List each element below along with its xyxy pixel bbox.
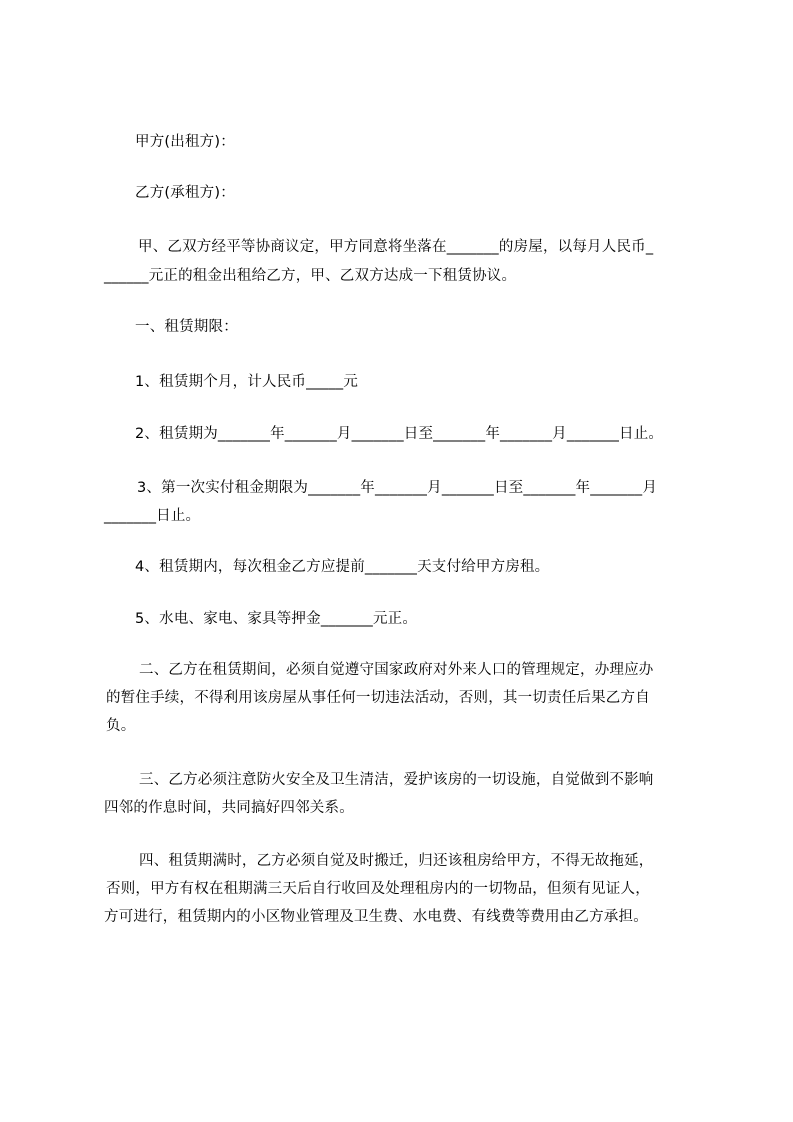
section-3-line-1: 三、乙方必须注意防火安全及卫生清洁，爱护该房的一切设施，自觉做到不影响 bbox=[139, 772, 654, 788]
party-a-label: 甲方(出租方)： bbox=[135, 134, 235, 150]
intro-paragraph-line-2: ______元正的租金出租给乙方，甲、乙双方达成一下租赁协议。 bbox=[104, 268, 517, 284]
clause-1-2: 2、租赁期为_______年_______月_______日至_______年_______月_______日止。 bbox=[135, 426, 664, 442]
clause-1-3-line-1: 3、第一次实付租金期限为_______年_______月_______日至_______年_______月 bbox=[137, 480, 658, 496]
clause-1-1: 1、租赁期个月，计人民币_____元 bbox=[135, 374, 359, 390]
clause-1-3-line-2: _______日止。 bbox=[104, 508, 201, 524]
party-b-label: 乙方(承租方)： bbox=[135, 185, 235, 201]
intro-paragraph-line-1: 甲、乙双方经平等协商议定，甲方同意将坐落在_______的房屋，以每月人民币_ bbox=[138, 239, 654, 255]
section-2-line-1: 二、乙方在租赁期间，必须自觉遵守国家政府对外来人口的管理规定，办理应办 bbox=[139, 662, 654, 678]
section-3-line-2: 四邻的作息时间，共同搞好四邻关系。 bbox=[104, 800, 354, 816]
clause-1-4: 4、租赁期内，每次租金乙方应提前_______天支付给甲方房租。 bbox=[135, 559, 550, 575]
section-4-line-3: 方可进行，租赁期内的小区物业管理及卫生费、水电费、有线费等费用由乙方承担。 bbox=[104, 909, 648, 925]
clause-1-5: 5、水电、家电、家具等押金_______元正。 bbox=[135, 611, 418, 627]
section-1-heading: 一、租赁期限： bbox=[135, 319, 238, 335]
section-2-line-2: 的暂住手续，不得利用该房屋从事任何一切违法活动，否则，其一切责任后果乙方自 bbox=[106, 690, 650, 706]
section-2-line-3: 负。 bbox=[106, 718, 136, 734]
section-4-line-1: 四、租赁期满时，乙方必须自觉及时搬迁，归还该租房给甲方，不得无故拖延， bbox=[139, 853, 654, 869]
section-4-line-2: 否则，甲方有权在租期满三天后自行收回及处理租房内的一切物品，但须有见证人， bbox=[106, 881, 650, 897]
